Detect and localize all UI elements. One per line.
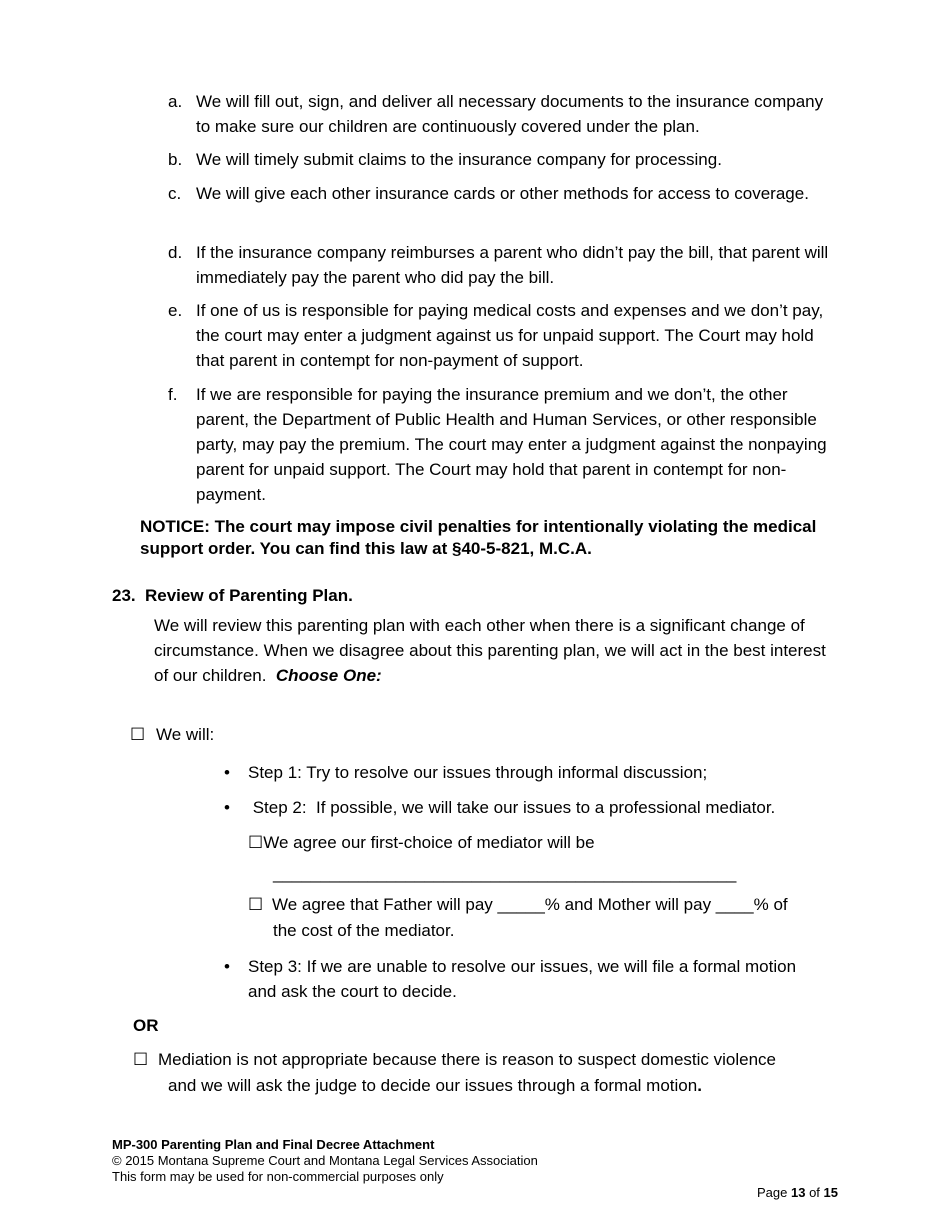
step-text: Step 1: Try to resolve our issues through informal discussion; — [248, 763, 708, 782]
list-text: If one of us is responsible for paying medical costs and expenses and we don’t pay, the court may enter a judgment against us for unpaid support. The Court may hold that parent in contempt for non-payment of support. — [196, 301, 824, 370]
option2-line2-text: and we will ask the judge to decide our issues through a formal motion — [168, 1076, 698, 1095]
footer-copyright: © 2015 Montana Supreme Court and Montana Legal Services Association — [112, 1153, 538, 1168]
list-letter: c. — [168, 184, 182, 203]
list-letter: a. — [168, 92, 183, 111]
list-letter: e. — [168, 301, 183, 320]
footer-usage: This form may be used for non-commercial purposes only — [112, 1169, 444, 1184]
mediation-not-appropriate-checkbox[interactable]: ☐ — [133, 1050, 149, 1070]
list-letter: d. — [168, 243, 183, 262]
page-prefix: Page — [757, 1185, 791, 1200]
list-text: We will fill out, sign, and deliver all necessary documents to the insurance company to make sure our children are continuously covered under the plan. — [196, 92, 824, 136]
option2-line1: Mediation is not appropriate because there is reason to suspect domestic violence — [157, 1050, 777, 1069]
we-will-label: We will: — [155, 725, 215, 744]
list-text: We will give each other insurance cards or other methods for access to coverage. — [196, 184, 809, 203]
list-letter: f. — [168, 385, 178, 404]
mediator-name-blank[interactable]: _________________________________________________ — [273, 864, 737, 883]
option-we-will — [130, 722, 214, 748]
section-body — [154, 613, 844, 688]
mediator-choice-text: We agree our first-choice of mediator will be — [263, 833, 595, 852]
cost-split-checkbox[interactable]: ☐ — [248, 895, 264, 915]
notice: NOTICE: The court may impose civil penalties for intentionally violating the medical support order. You can find this law at §40-5-821, M.C.A. — [140, 517, 817, 558]
section-number: 23. — [112, 586, 136, 605]
or-label: OR — [133, 1016, 159, 1035]
footer-form-title: MP-300 Parenting Plan and Final Decree Attachment — [112, 1137, 435, 1152]
footer — [112, 1137, 538, 1185]
section-body-text: We will review this parenting plan with each other when there is a significant change of circumstance. When we disagree about this parenting plan, we will act in the best interest of our children. — [154, 616, 826, 685]
mediator-choice-checkbox[interactable]: ☐ — [248, 833, 264, 853]
option2-line2 — [168, 1073, 702, 1098]
option-mediation-not-appropriate — [133, 1047, 853, 1073]
choose-one-label: Choose One: — [275, 666, 382, 685]
we-will-checkbox[interactable]: ☐ — [130, 725, 146, 745]
bullet-icon: • — [224, 957, 230, 976]
step-text: Step 3: If we are unable to resolve our issues, we will file a formal motion and ask the court to decide. — [248, 957, 797, 1001]
mediator-choice-option — [248, 830, 595, 856]
cost-split-text-cont: the cost of the mediator. — [273, 921, 455, 940]
list-text: We will timely submit claims to the insurance company for processing. — [196, 150, 722, 169]
bullet-icon: • — [224, 763, 230, 782]
cost-split-option — [248, 892, 788, 918]
section-title: Review of Parenting Plan. — [145, 586, 353, 605]
page-total: 15 — [823, 1185, 838, 1200]
list-text: If we are responsible for paying the insurance premium and we don’t, the other parent, the Department of Public Health and Human Services, or other responsible party, may pay the premium. The court may enter a judgment against the nonpaying parent for unpaid support. The Court may hold that parent in contempt for non-payment. — [196, 385, 827, 504]
page-number — [757, 1185, 838, 1201]
step-text: Step 2: If possible, we will take our issues to a professional mediator. — [248, 798, 776, 817]
bullet-icon: • — [224, 798, 230, 817]
option2-period: . — [697, 1076, 702, 1095]
list-letter: b. — [168, 150, 183, 169]
section-heading — [112, 583, 353, 608]
page-mid: of — [805, 1185, 824, 1200]
cost-split-text: We agree that Father will pay _____% and Mother will pay ____% of — [271, 895, 788, 914]
list-text: If the insurance company reimburses a parent who didn’t pay the bill, that parent will immediately pay the parent who did pay the bill. — [196, 243, 829, 287]
page-current: 13 — [790, 1185, 806, 1200]
